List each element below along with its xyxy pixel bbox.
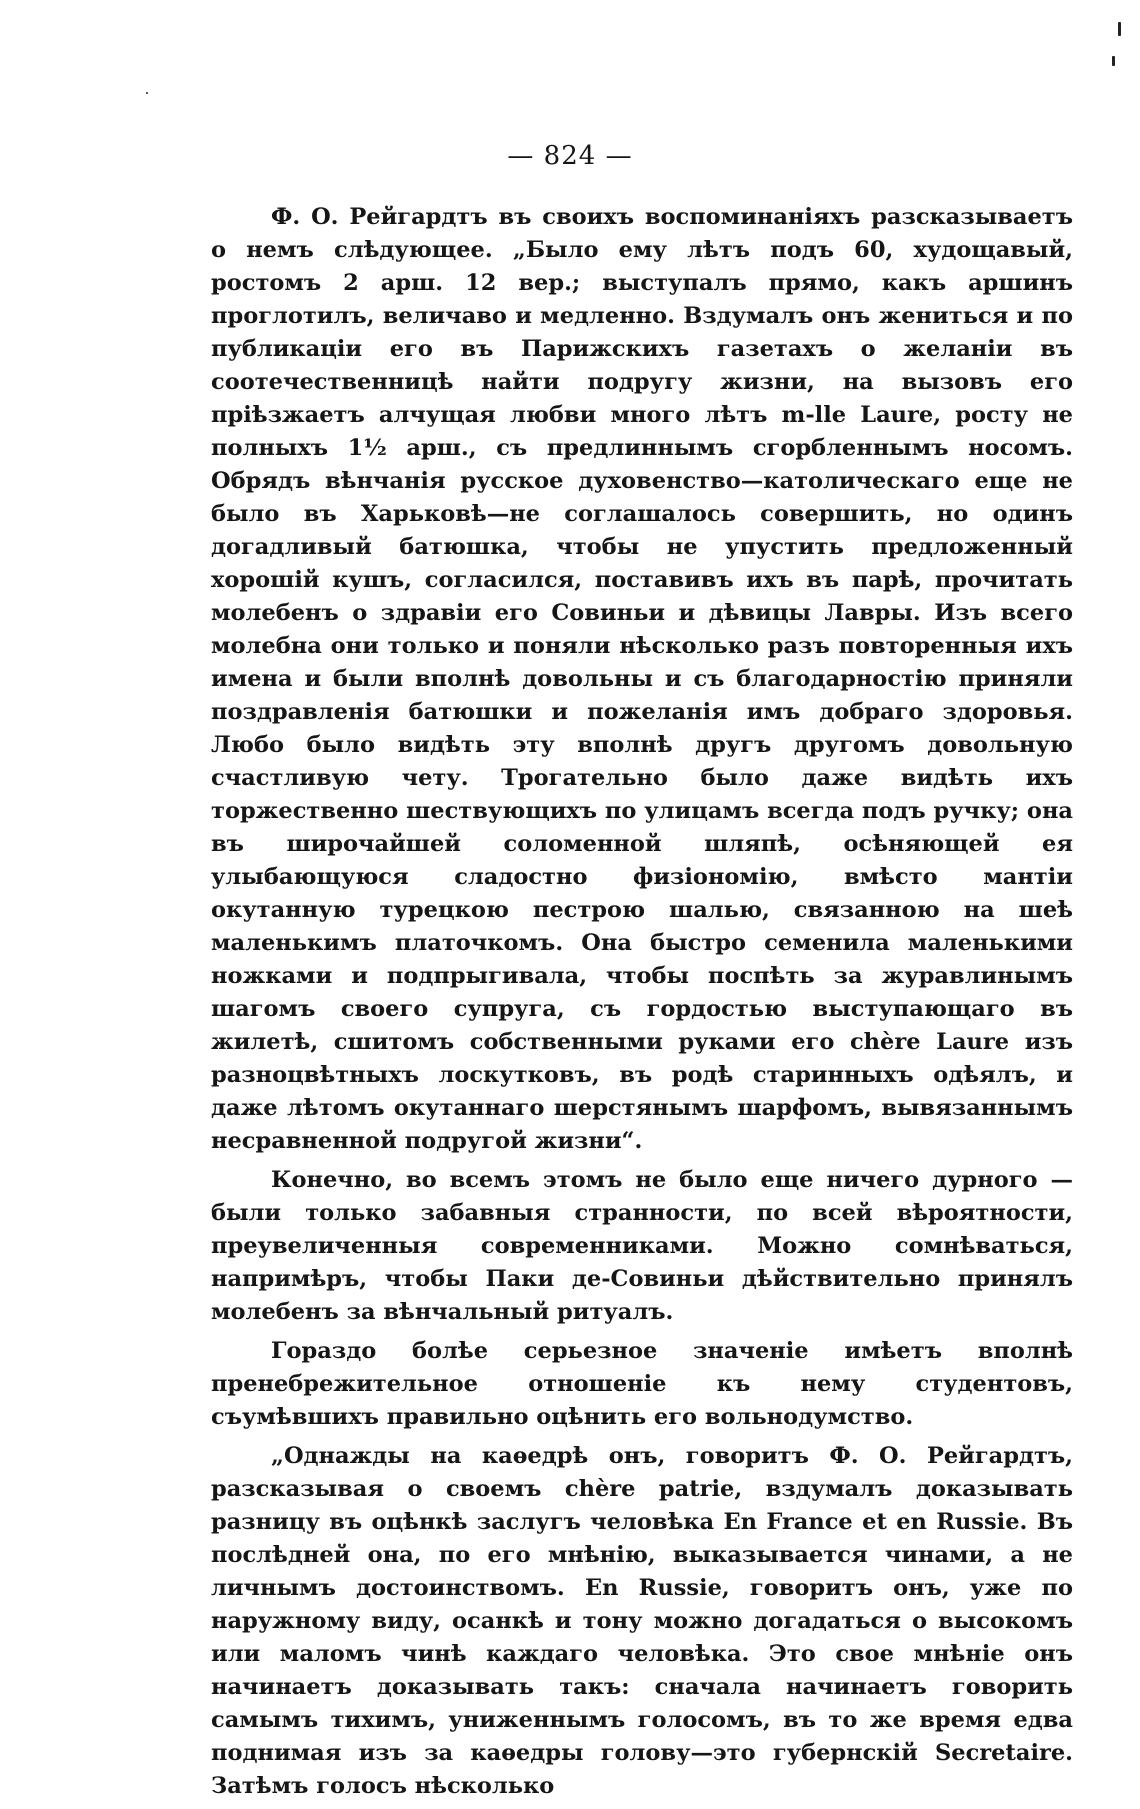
paragraph-3: Гораздо болѣе серьезное значеніе имѣетъ вполнѣ пренебрежительное отношеніе къ нему студентовъ, съумѣвшихъ правильно оцѣнить его вольнодумство. — [211, 1338, 1073, 1430]
scan-speck — [1118, 22, 1121, 36]
paragraph-2: Конечно, во всемъ этомъ не было еще ничего дурного — были только забавныя странности, по всей вѣроятности, преувеличенныя современниками. Можно сомнѣваться, напримѣръ, чтобы Паки де-Совиньи дѣйствительно принялъ молебенъ за вѣнчальный ритуалъ. — [211, 1167, 1073, 1325]
paragraph-4: „Однажды на каѳедрѣ онъ, говоритъ Ф. О. Рейгардтъ, разсказывая о своемъ chère patrie, вздумалъ доказывать разницу въ оцѣнкѣ заслугъ человѣка En France et en Russie. Въ послѣдней она, по его мнѣнію, выказывается чинами, а не личнымъ достоинствомъ. En Russie, говоритъ онъ, уже по наружному виду, осанкѣ и тону можно догадаться о высокомъ или маломъ чинѣ каждаго человѣка. Это свое мнѣніе онъ начинаетъ доказывать такъ: сначала начинаетъ говорить самымъ тихимъ, униженнымъ голосомъ, въ то же время едва поднимая изъ за каѳедры голову—это губернскій Secretaire. Затѣмъ голосъ нѣсколько — [211, 1443, 1073, 1799]
scan-speck — [146, 92, 148, 94]
paragraph-1: Ф. О. Рейгардтъ въ своихъ воспоминаніяхъ разсказываетъ о немъ слѣдующее. „Было ему лѣтъ подъ 60, худощавый, ростомъ 2 арш. 12 вер.; выступалъ прямо, какъ аршинъ проглотилъ, величаво и медленно. Вздумалъ онъ жениться и по публикаціи его въ Парижскихъ газетахъ о желаніи въ соотечественницѣ найти подругу жизни, на вызовъ его пріѣзжаетъ алчущая любви много лѣтъ m-lle Laure, росту не полныхъ 1½ арш., съ предлиннымъ сгорбленнымъ носомъ. Обрядъ вѣнчанія русское духовенство—католическаго еще не было въ Харьковѣ—не соглашалось совершить, но одинъ догадливый батюшка, чтобы не упустить предложенный хорошій кушъ, согласился, поставивъ ихъ въ парѣ, прочитать молебенъ о здравіи его Совиньи и дѣвицы Лавры. Изъ всего молебна они только и поняли нѣсколько разъ повторенныя ихъ имена и были вполнѣ довольны и съ благодарностію приняли поздравленія батюшки и пожеланія имъ добраго здоровья. Любо было видѣть эту вполнѣ другъ другомъ довольную счастливую чету. Трогательно было даже видѣть ихъ торжественно шествующихъ по улицамъ всегда подъ ручку; она въ широчайшей соломенной шляпѣ, осѣняющей ея улыбающуюся сладостно физіономію, вмѣсто мантіи окутанную турецкою пестрою шалью, связанною на шеѣ маленькимъ платочкомъ. Она быстро семенила маленькими ножками и подпрыгивала, чтобы поспѣть за журавлинымъ шагомъ своего супруга, съ гордостью выступающаго въ жилетѣ, сшитомъ собственными руками его chère Laure изъ разноцвѣтныхъ лоскутковъ, въ родѣ старинныхъ одѣялъ, и даже лѣтомъ окутаннаго шерстянымъ шарфомъ, вывязаннымъ несравненной подругой жизни“. — [211, 204, 1073, 1154]
page-number: — 824 — — [507, 141, 633, 171]
scan-speck — [1112, 56, 1115, 66]
body-text — [211, 201, 1073, 1809]
